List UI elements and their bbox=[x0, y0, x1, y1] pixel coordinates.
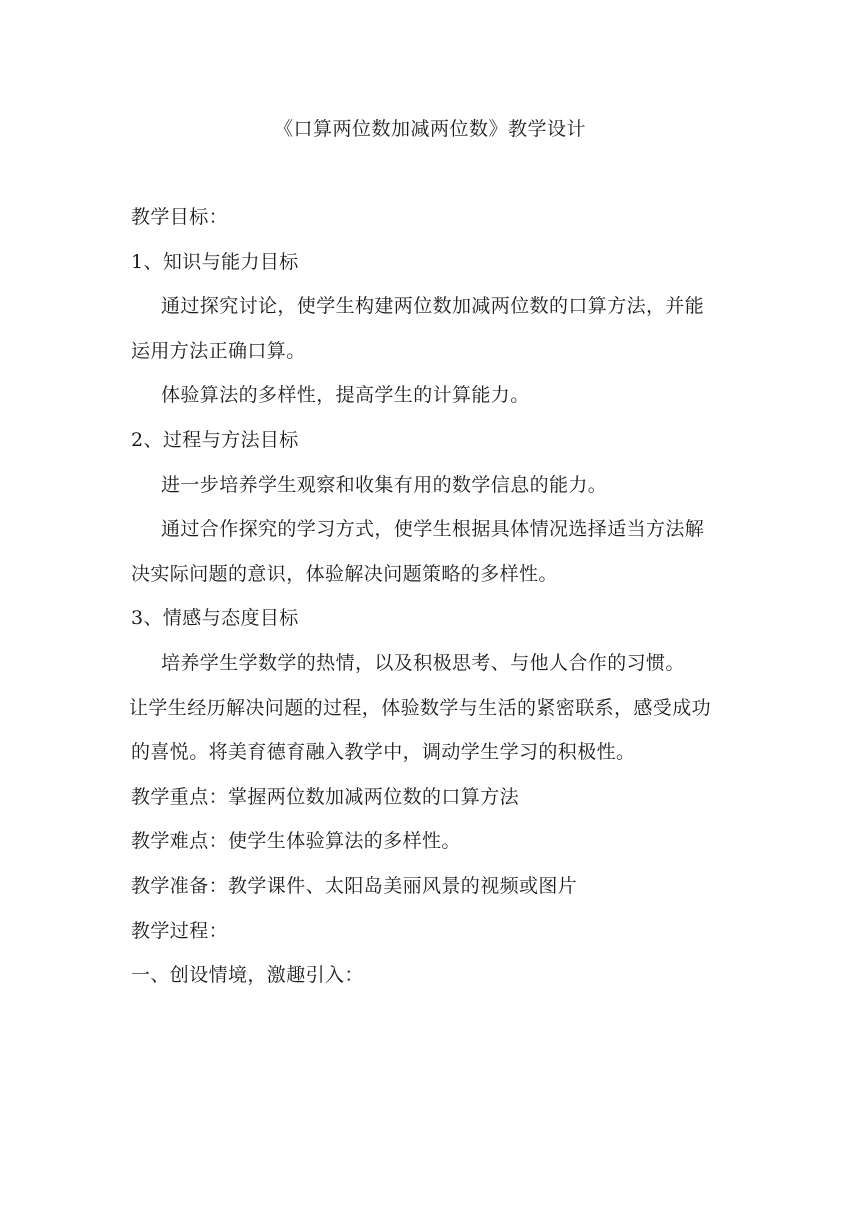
document-body bbox=[131, 202, 731, 1005]
section-heading-objectives: 教学目标： bbox=[131, 206, 229, 228]
subheading-process-method: 2、过程与方法目标 bbox=[131, 428, 299, 451]
subheading-knowledge-ability: 1、知识与能力目标 bbox=[131, 250, 299, 273]
key-points-line: 教学重点：掌握两位数加减两位数的口算方法 bbox=[131, 785, 520, 808]
paragraph-line: 运用方法正确口算。 bbox=[131, 339, 306, 362]
paragraph-line: 决实际问题的意识，体验解决问题策略的多样性。 bbox=[131, 562, 558, 585]
section-heading-process: 教学过程： bbox=[131, 919, 229, 942]
subheading-emotion-attitude: 3、情感与态度目标 bbox=[131, 607, 299, 630]
paragraph-line: 体验算法的多样性，提高学生的计算能力。 bbox=[161, 384, 530, 407]
paragraph-line: 让学生经历解决问题的过程，体验数学与生活的紧密联系，感受成功 bbox=[129, 696, 712, 719]
paragraph-line: 通过探究讨论，使学生构建两位数加减两位数的口算方法，并能 bbox=[161, 295, 705, 318]
step-heading-one: 一、创设情境，激趣引入： bbox=[131, 964, 364, 987]
paragraph-line: 的喜悦。将美育德育融入教学中，调动学生学习的积极性。 bbox=[131, 741, 636, 764]
paragraph-line: 培养学生学数学的热情，以及积极思考、与他人合作的习惯。 bbox=[161, 651, 685, 674]
paragraph-line: 进一步培养学生观察和收集有用的数学信息的能力。 bbox=[161, 473, 608, 496]
preparation-line: 教学准备：教学课件、太阳岛美丽风景的视频或图片 bbox=[131, 874, 578, 897]
difficult-points-line: 教学难点：使学生体验算法的多样性。 bbox=[131, 830, 461, 853]
paragraph-line: 通过合作探究的学习方式，使学生根据具体情况选择适当方法解 bbox=[161, 518, 705, 541]
document-title: 《口算两位数加减两位数》教学设计 bbox=[273, 118, 586, 140]
